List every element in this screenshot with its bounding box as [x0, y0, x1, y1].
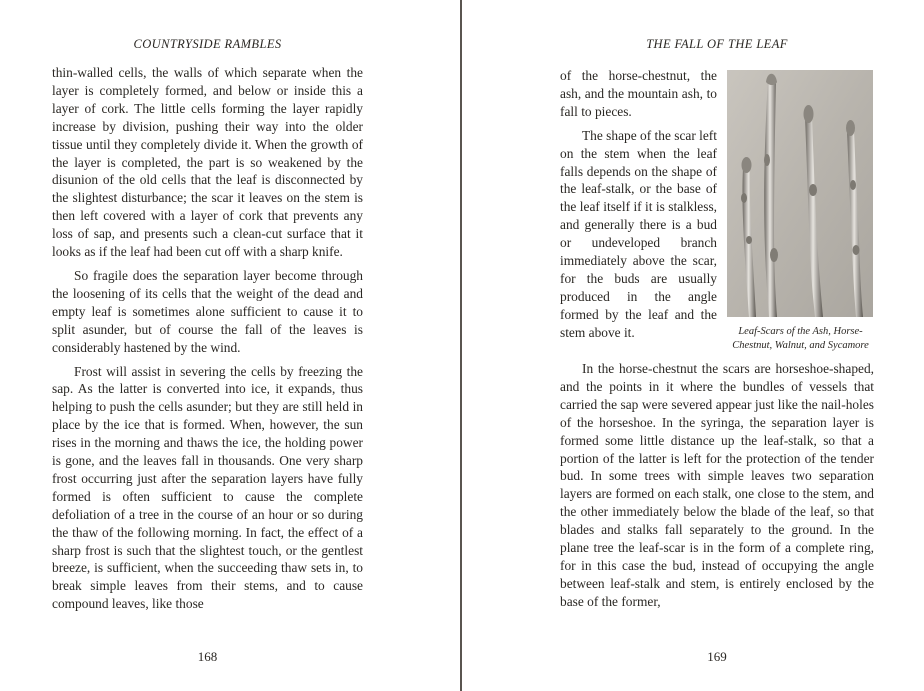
leaf-scars-photograph: [727, 70, 873, 317]
figure-caption: Leaf-Scars of the Ash, Horse-Chestnut, Walnut, and Sycamore: [732, 326, 869, 351]
running-head-left: COUNTRYSIDE RAMBLES: [133, 37, 282, 51]
page-number-right: 169: [707, 649, 727, 664]
left-page-text: [52, 64, 363, 613]
paragraph: thin-walled cells, the walls of which separate when the layer is completely formed, and below or inside this a layer of cork. The little cells forming the layer rapidly increase by division, pushing their way into the older tissue until they completely divide it. When the growth of the layer is completed, the part is so weakened by the disunion of the old cells that the leaf is disconnected by the slightest disturbance; the scar it leaves on the stem is then left covered with a layer of cork that prevents any loss of sap, and presents such a clean-cut surface that it looks as if the leaf had been cut off with a sharp knife.: [52, 65, 363, 260]
right-page: [560, 0, 874, 691]
figure: [727, 70, 874, 352]
gutter-divider: [460, 0, 462, 691]
right-page-text: [560, 67, 874, 611]
page-number-left: 168: [197, 649, 218, 664]
left-page: [52, 0, 363, 691]
running-head-right: THE FALL OF THE LEAF: [646, 37, 788, 51]
paragraph: So fragile does the separation layer become through the loosening of its cells that the weight of the dead and empty leaf is sometimes alone sufficient to cause it to split asunder, but of course the fall of the leaves is considerably hastened by the wind.: [52, 267, 363, 355]
paragraph: The shape of the scar left on the stem when the leaf falls depends on the shape of the leaf-stalk, or the base of the leaf itself if it is stalkless, and generally there is a bud or undeveloped branch immediately above the scar, for the buds are usually produced in the angle formed by the leaf and the stem above it.: [560, 127, 717, 340]
paragraph: of the horse-chestnut, the ash, and the mountain ash, to fall to pieces.: [560, 68, 717, 119]
paragraph: Frost will assist in severing the cells by freezing the sap. As the latter is converted into ice, it expands, thus helping to push the cells asunder; but they are still held in place by the ice that is formed. When, however, the sun rises in the morning and thaws the ice, the holding power is gone, and the leaves fall in thousands. One very sharp frost occurring just after the separation layers have fully formed is often sufficient to cause the complete defoliation of a tree in the course of an hour or so during the thaw of the following morning. In fact, the effect of a sharp frost is such that the slightest touch, or the gentlest breeze, is sufficient, when the succeeding thaw sets in, to break simple leaves from their stems, and to cause compound leaves, like those: [52, 363, 363, 612]
paragraph: In the horse-chestnut the scars are horseshoe-shaped, and the points in it where the bundles of vessels that carried the sap were severed appear just like the nail-holes of the horseshoe. In the syringa, the separation layer is formed some little distance up the leaf-stalk, so that a portion of the latter is left for the protection of the tender bud. In some trees with simple leaves two separation layers are formed on each stalk, one close to the stem, and the other immediately below the blade of the leaf, so that blades and stalks fall separately to the ground. In the plane tree the leaf-scar is in the form of a complete ring, for in this case the bud, instead of occupying the angle between leaf-stalk and stem, is entirely enclosed by the base of the former,: [560, 361, 874, 609]
